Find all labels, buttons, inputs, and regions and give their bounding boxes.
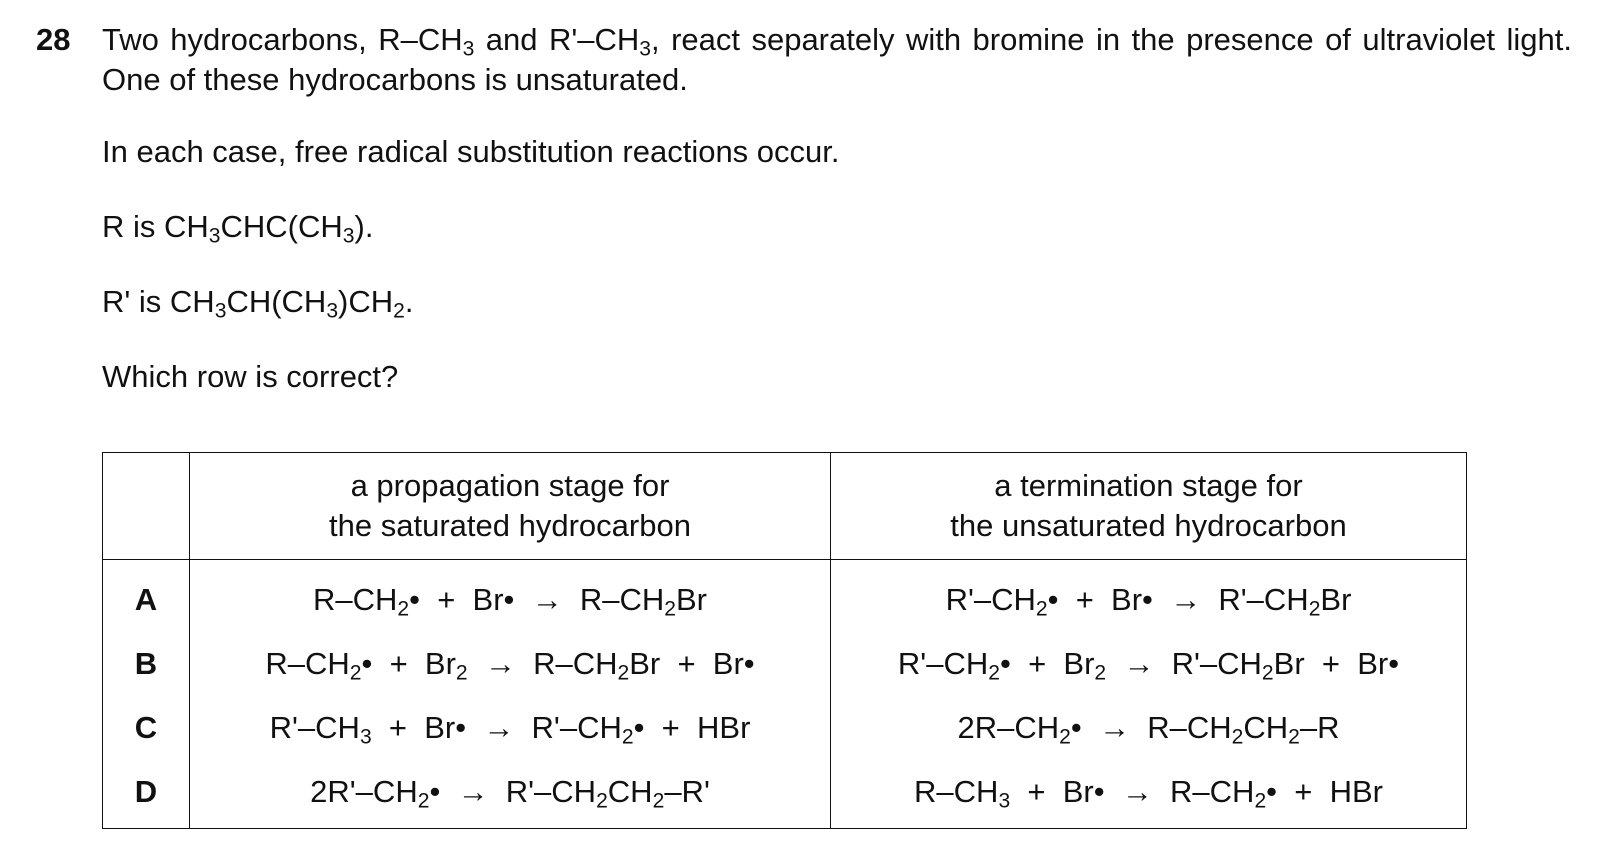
header-propagation (190, 453, 831, 560)
r-definition: R is $CH_3CHC(CH_3)$. (102, 209, 374, 248)
question-stem: Two hydrocarbons, $R-CH_3$ and $R'-CH_3$, react separately with bromine in the presence of ultraviolet light. One of these hydrocarbons is unsaturated. (102, 22, 1572, 97)
option-row-a[interactable] (103, 560, 1467, 633)
option-letter: B (103, 632, 190, 696)
termination-equation: $R'-CH_2•$ + Br• → $R'-CH_2Br$ (831, 560, 1467, 633)
header-propagation-line1: a propagation stage for (350, 468, 670, 503)
header-termination (831, 453, 1467, 560)
propagation-equation: $R-CH_2• + Br_2 \to R-CH_2Br$ + Br• (190, 632, 831, 696)
termination-equation: $2R-CH_2• \to R-CH_2CH_2-R$ (831, 696, 1467, 760)
header-termination-line2: the unsaturated hydrocarbon (950, 508, 1347, 543)
question-prompt: Which row is correct? (102, 359, 399, 394)
option-row-b[interactable] (103, 632, 1467, 696)
table-header-row (103, 453, 1467, 560)
termination-equation: $R-CH_3$ + Br• → $R-CH_2•$ + HBr (831, 760, 1467, 829)
propagation-equation: $R-CH_2•$ + Br• → $R-CH_2Br$ (190, 560, 831, 633)
header-letter-cell (103, 453, 190, 560)
option-letter: D (103, 760, 190, 829)
question-number: 28 (36, 22, 71, 57)
header-propagation-line2: the saturated hydrocarbon (329, 508, 691, 543)
propagation-equation: $2R'-CH_2• \to R'-CH_2CH_2-R'$ (190, 760, 831, 829)
options-table (102, 452, 1467, 829)
option-row-c[interactable] (103, 696, 1467, 760)
r-prime-definition: R' is $CH_3CH(CH_3)CH_2$. (102, 284, 414, 323)
question-statement: In each case, free radical substitution reactions occur. (102, 134, 840, 169)
header-termination-line1: a termination stage for (994, 468, 1303, 503)
termination-equation: $R'-CH_2• + Br_2 \to R'-CH_2Br$ + Br• (831, 632, 1467, 696)
option-letter: A (103, 560, 190, 633)
option-row-d[interactable] (103, 760, 1467, 829)
propagation-equation: $R'-CH_3$ + Br• → $R'-CH_2•$ + HBr (190, 696, 831, 760)
option-letter: C (103, 696, 190, 760)
